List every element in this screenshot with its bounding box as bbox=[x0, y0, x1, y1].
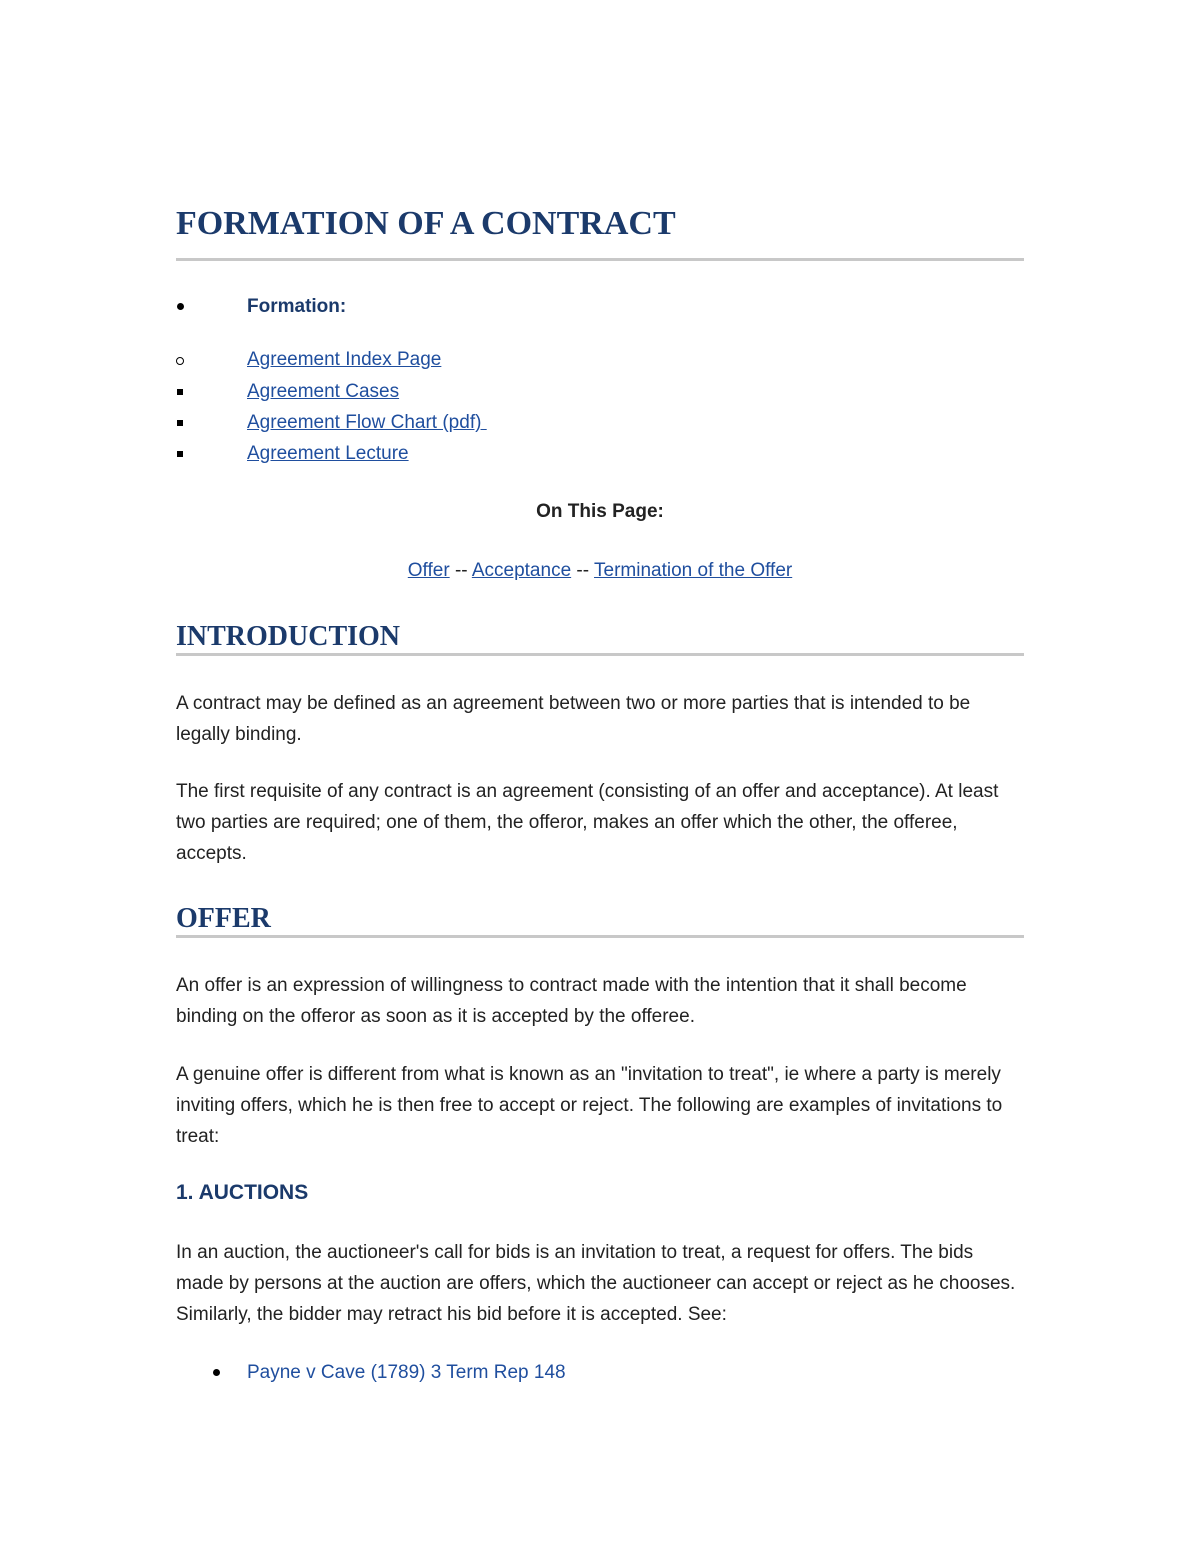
bullet-dot-icon bbox=[212, 1358, 232, 1386]
title-divider bbox=[176, 258, 1024, 261]
link-separator: -- bbox=[571, 560, 595, 581]
nav-item-agreement-index bbox=[176, 346, 1024, 374]
bullet-square-icon bbox=[176, 409, 196, 437]
auctions-paragraph: In an auction, the auctioneer's call for bids is an invitation to treat, a request for offers. The bids made by persons at the auction are offers, which the auctioneer can accept or reject as he chooses. Similarly, the bidder may retract his bid before it is accepted. See: bbox=[176, 1242, 1016, 1325]
auctions-heading: 1. AUCTIONS bbox=[176, 1181, 309, 1204]
agreement-cases-link[interactable]: Agreement Cases bbox=[247, 381, 400, 402]
offer-heading: OFFER bbox=[176, 903, 271, 934]
bullet-dot-icon bbox=[176, 293, 196, 321]
offer-paragraph: An offer is an expression of willingness to contract made with the intention that it shall become binding on the offeror as soon as it is accepted by the offeree. bbox=[176, 975, 967, 1027]
nav-section-formation bbox=[176, 293, 1024, 321]
agreement-lecture-link[interactable]: Agreement Lecture bbox=[247, 443, 409, 464]
termination-anchor-link[interactable]: Termination of the Offer bbox=[594, 560, 793, 581]
bullet-square-icon bbox=[176, 378, 196, 406]
case-list-item bbox=[212, 1358, 1024, 1388]
introduction-heading: INTRODUCTION bbox=[176, 621, 401, 652]
offer-divider bbox=[176, 935, 1024, 938]
introduction-divider bbox=[176, 653, 1024, 656]
nav-item-agreement-lecture bbox=[176, 440, 1024, 468]
agreement-index-link[interactable]: Agreement Index Page bbox=[247, 349, 442, 370]
agreement-flow-chart-link[interactable]: Agreement Flow Chart (pdf) bbox=[247, 412, 487, 433]
acceptance-anchor-link[interactable]: Acceptance bbox=[471, 560, 572, 581]
on-this-page-label: On This Page: bbox=[536, 501, 664, 522]
page-title: FORMATION OF A CONTRACT bbox=[176, 205, 676, 242]
offer-paragraph: A genuine offer is different from what is known as an "invitation to treat", ie where a party is merely inviting offers, which he is then free to accept or reject. The following are examples of invitations to treat: bbox=[176, 1064, 1003, 1147]
offer-anchor-link[interactable]: Offer bbox=[407, 560, 450, 581]
nav-item-agreement-cases bbox=[176, 378, 1024, 406]
nav-section-label: Formation: bbox=[247, 296, 347, 317]
introduction-paragraph: A contract may be defined as an agreement between two or more parties that is intended to be legally binding. bbox=[176, 693, 971, 745]
introduction-paragraph: The first requisite of any contract is an agreement (consisting of an offer and acceptance). At least two parties are required; one of them, the offeror, makes an offer which the other, the offeree, accepts. bbox=[176, 781, 999, 864]
nav-item-agreement-flow-chart bbox=[176, 409, 1024, 437]
bullet-square-icon bbox=[176, 440, 196, 468]
case-citation: Payne v Cave (1789) 3 Term Rep 148 bbox=[247, 1362, 566, 1383]
on-this-page-links bbox=[176, 557, 1024, 585]
bullet-circle-icon bbox=[176, 346, 196, 374]
link-separator: -- bbox=[449, 560, 472, 581]
